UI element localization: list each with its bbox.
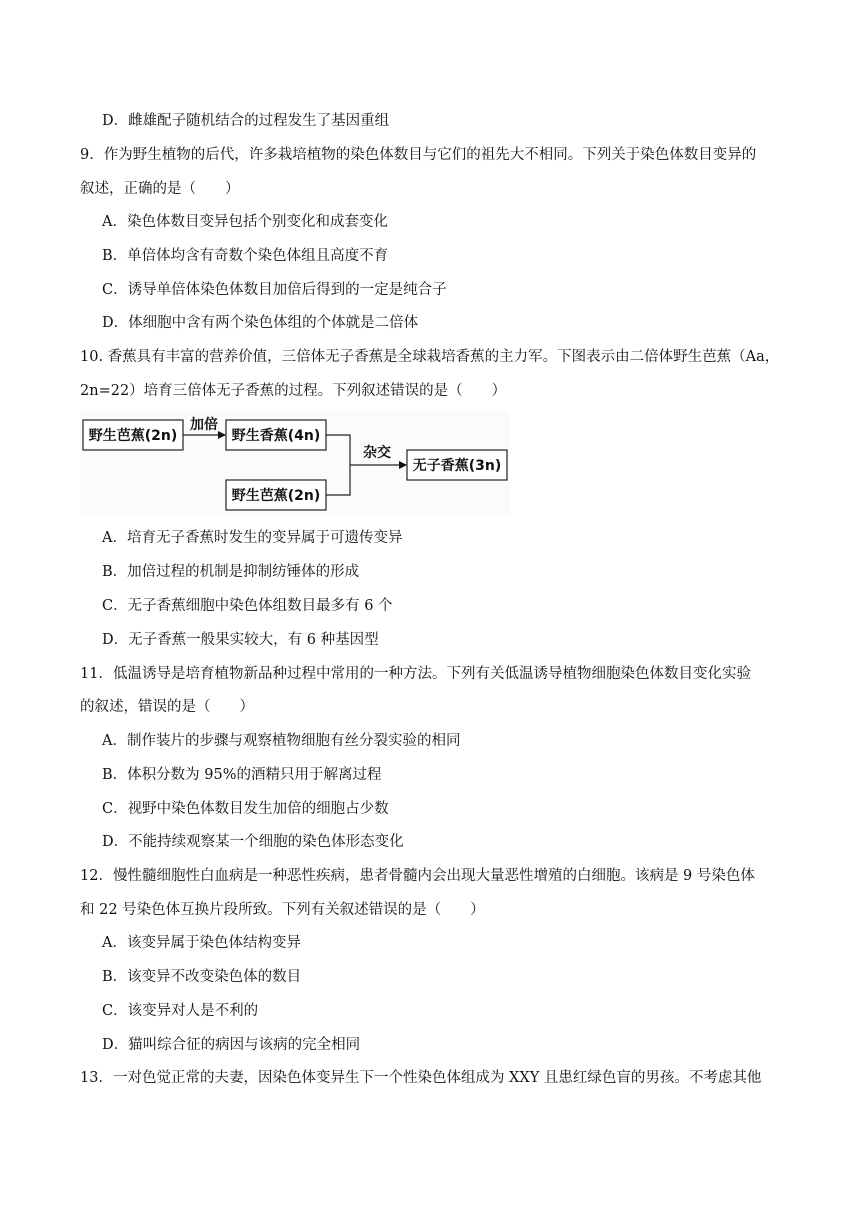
label-cross: 杂交 — [363, 445, 391, 461]
q9-stem-line1: 9．作为野生植物的后代，许多栽培植物的染色体数目与它们的祖先大不相同。下列关于染色体数目变异的 — [80, 147, 757, 163]
q9-option-a: A．染色体数目变异包括个别变化和成套变化 — [102, 214, 388, 230]
q9-option-d: D．体细胞中含有两个染色体组的个体就是二倍体 — [102, 315, 419, 331]
box-wild-banana-2n-bottom-label: 野生芭蕉(2n) — [231, 488, 321, 504]
q12-stem-line1: 12．慢性髓细胞性白血病是一种恶性疾病，患者骨髓内会出现大量恶性增殖的白细胞。该病是 9 号染色体 — [80, 868, 755, 884]
q12-stem-line2: 和 22 号染色体互换片段所致。下列有关叙述错误的是（ ） — [80, 902, 485, 918]
q10-option-d: D．无子香蕉一般果实较大，有 6 种基因型 — [102, 632, 379, 648]
breeding-flow-svg — [80, 410, 510, 515]
q11-option-b: B．体积分数为 95%的酒精只用于解离过程 — [102, 767, 382, 783]
breeding-flow-diagram — [80, 410, 510, 515]
q11-option-c: C．视野中染色体数目发生加倍的细胞占少数 — [102, 801, 389, 817]
q11-option-a: A．制作装片的步骤与观察植物细胞有丝分裂实验的相同 — [102, 733, 461, 749]
q11-stem-line1: 11．低温诱导是培育植物新品种过程中常用的一种方法。下列有关低温诱导植物细胞染色体数目变化实验 — [80, 666, 751, 682]
q10-option-b: B．加倍过程的机制是抑制纺锤体的形成 — [102, 564, 360, 580]
box-wild-banana-2n-top-label: 野生芭蕉(2n) — [88, 428, 178, 444]
q10-option-a: A．培育无子香蕉时发生的变异属于可遗传变异 — [102, 530, 403, 546]
box-wild-banana-4n-label: 野生香蕉(4n) — [231, 428, 321, 444]
q9-option-c: C．诱导单倍体染色体数目加倍后得到的一定是纯合子 — [102, 282, 447, 298]
q11-option-d: D．不能持续观察某一个细胞的染色体形态变化 — [102, 834, 404, 850]
q10-option-c: C．无子香蕉细胞中染色体组数目最多有 6 个 — [102, 598, 393, 614]
q8-option-d: D．雌雄配子随机结合的过程发生了基因重组 — [102, 113, 390, 129]
q13-stem-line1: 13．一对色觉正常的夫妻，因染色体变异生下一个性染色体组成为 XXY 且患红绿色盲的男孩。不考虑其他 — [80, 1070, 762, 1086]
box-seedless-banana-3n-label: 无子香蕉(3n) — [412, 458, 502, 474]
q9-option-b: B．单倍体均含有奇数个染色体组且高度不育 — [102, 248, 389, 264]
q12-option-d: D．猫叫综合征的病因与该病的完全相同 — [102, 1037, 361, 1053]
q12-option-c: C．该变异对人是不利的 — [102, 1003, 259, 1019]
q11-stem-line2: 的叙述，错误的是（ ） — [80, 699, 254, 715]
q9-stem-line2: 叙述，正确的是（ ） — [80, 181, 240, 197]
q12-option-b: B．该变异不改变染色体的数目 — [102, 969, 302, 985]
q10-stem-line1: 10. 香蕉具有丰富的营养价值，三倍体无子香蕉是全球栽培香蕉的主力军。下图表示由二倍体野生芭蕉（Aa， — [80, 349, 780, 365]
q12-option-a: A．该变异属于染色体结构变异 — [102, 935, 301, 951]
q10-stem-line2: 2n=22）培育三倍体无子香蕉的过程。下列叙述错误的是（ ） — [80, 383, 507, 399]
label-double: 加倍 — [190, 417, 218, 433]
